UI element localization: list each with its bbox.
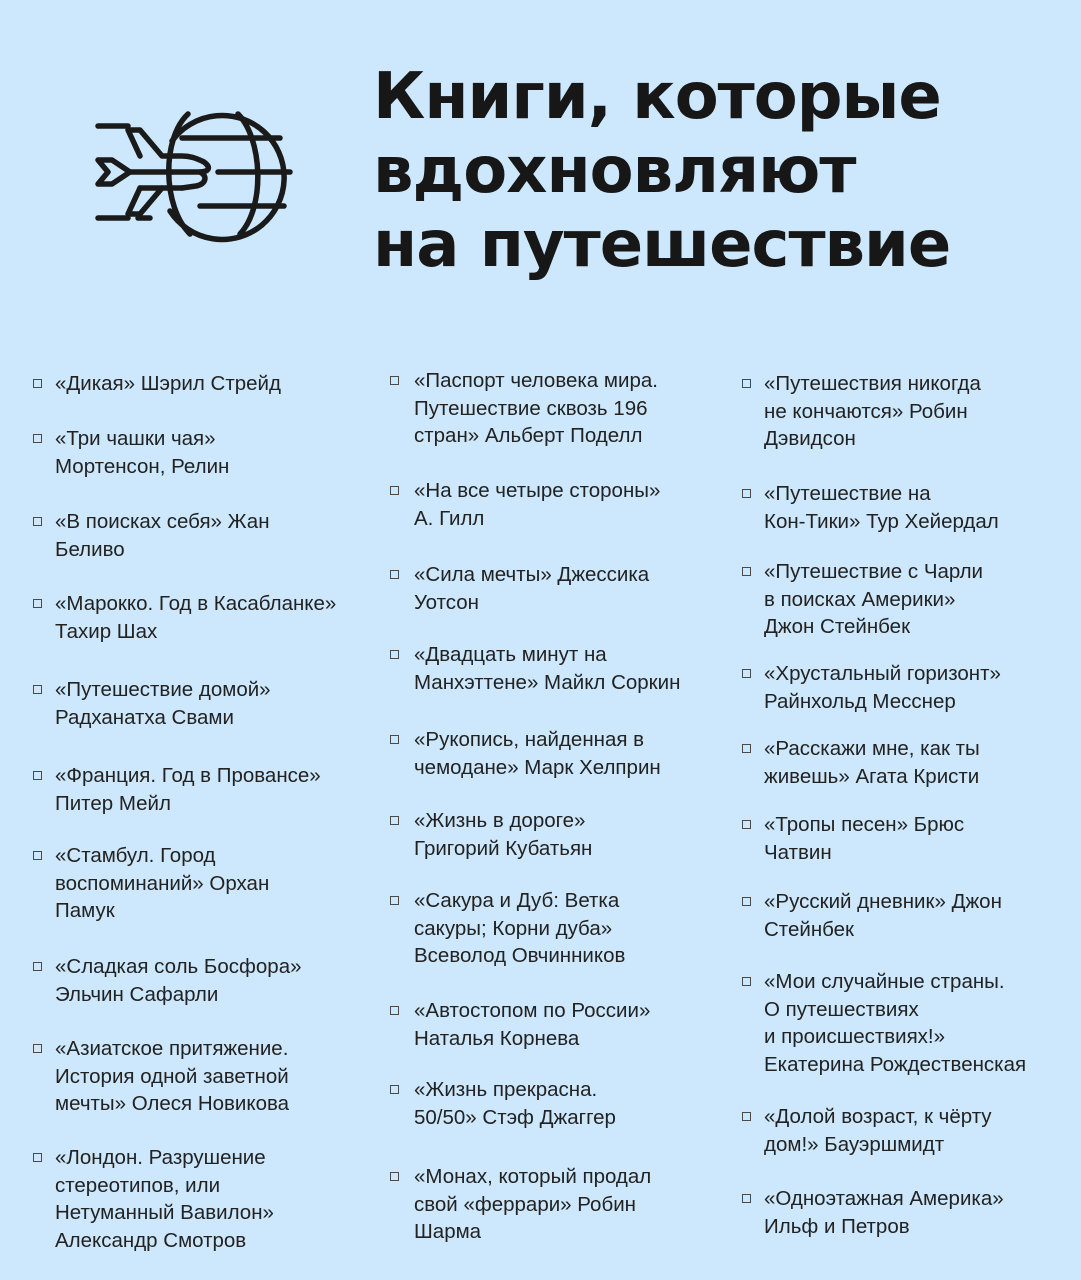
book-entry-text: «В поисках себя» Жан Беливо <box>55 510 270 561</box>
checkbox-icon[interactable] <box>390 650 399 659</box>
checkbox-icon[interactable] <box>33 1153 42 1162</box>
book-entry-text: «Одноэтажная Америка» Ильф и Петров <box>764 1187 1004 1238</box>
book-entry-text: «Стамбул. Город воспоминаний» Орхан Памук <box>55 844 270 922</box>
book-entry-text: «Франция. Год в Провансе» Питер Мейл <box>55 764 321 815</box>
checkbox-icon[interactable] <box>742 489 751 498</box>
checkbox-icon[interactable] <box>390 1172 399 1181</box>
checkbox-icon[interactable] <box>742 1112 751 1121</box>
book-entry-text: «Автостопом по России» Наталья Корнева <box>414 999 651 1050</box>
book-entry-text: «Тропы песен» Брюс Чатвин <box>764 813 965 864</box>
book-entry-text: «Три чашки чая» Мортенсон, Релин <box>55 427 230 478</box>
checkbox-icon[interactable] <box>742 744 751 753</box>
book-entry-text: «Сила мечты» Джессика Уотсон <box>414 563 650 614</box>
checkbox-icon[interactable] <box>742 897 751 906</box>
book-entry-text: «Русский дневник» Джон Стейнбек <box>764 890 1002 941</box>
book-entry-text: «Сакура и Дуб: Ветка сакуры; Корни дуба» Всеволод Овчинников <box>414 889 626 967</box>
book-entry-text: «Рукопись, найденная в чемодане» Марк Хелприн <box>414 728 661 779</box>
book-entry-text: «Хрустальный горизонт» Райнхольд Месснер <box>764 662 1001 713</box>
book-entry-text: «Дикая» Шэрил Стрейд <box>55 372 281 395</box>
checkbox-icon[interactable] <box>390 570 399 579</box>
checkbox-icon[interactable] <box>33 685 42 694</box>
book-entry-text: «Жизнь в дороге» Григорий Кубатьян <box>414 809 593 860</box>
checkbox-icon[interactable] <box>742 1194 751 1203</box>
book-entry-text: «Мои случайные страны. О путешествиях и происшествиях!» Екатерина Рождественская <box>764 970 1027 1076</box>
book-entry-text: «Двадцать минут на Манхэттене» Майкл Соркин <box>414 643 681 694</box>
title-line-3: на путешествие <box>373 208 951 282</box>
checkbox-icon[interactable] <box>390 735 399 744</box>
book-entry-text: «Монах, который продал свой «феррари» Робин Шарма <box>414 1165 652 1243</box>
checkbox-icon[interactable] <box>33 379 42 388</box>
airplane-globe-icon <box>90 96 295 251</box>
checkbox-icon[interactable] <box>33 434 42 443</box>
checkbox-icon[interactable] <box>742 567 751 576</box>
checkbox-icon[interactable] <box>33 1044 42 1053</box>
checkbox-icon[interactable] <box>390 1006 399 1015</box>
checkbox-icon[interactable] <box>390 896 399 905</box>
book-entry-text: «Путешествия никогда не кончаются» Робин Дэвидсон <box>764 372 981 450</box>
checkbox-icon[interactable] <box>742 379 751 388</box>
checkbox-icon[interactable] <box>742 820 751 829</box>
book-entry-text: «Расскажи мне, как ты живешь» Агата Кристи <box>764 737 980 788</box>
checkbox-icon[interactable] <box>742 669 751 678</box>
checkbox-icon[interactable] <box>390 486 399 495</box>
book-entry-text: «Азиатское притяжение. История одной заветной мечты» Олеся Новикова <box>55 1037 290 1115</box>
title-line-2: вдохновляют <box>373 134 856 208</box>
checkbox-icon[interactable] <box>390 1085 399 1094</box>
checkbox-icon[interactable] <box>390 816 399 825</box>
checkbox-icon[interactable] <box>33 599 42 608</box>
book-entry-text: «На все четыре стороны» А. Гилл <box>414 479 661 530</box>
book-entry-text: «Путешествие домой» Радханатха Свами <box>55 678 271 729</box>
book-entry-text: «Паспорт человека мира. Путешествие сквозь 196 стран» Альберт Поделл <box>414 369 658 447</box>
checkbox-icon[interactable] <box>33 851 42 860</box>
title-line-1: Книги, которые <box>373 60 941 134</box>
checkbox-icon[interactable] <box>33 771 42 780</box>
book-entry-text: «Путешествие на Кон-Тики» Тур Хейердал <box>764 482 999 533</box>
book-entry-text: «Жизнь прекрасна. 50/50» Стэф Джаггер <box>414 1078 616 1129</box>
book-entry-text: «Марокко. Год в Касабланке» Тахир Шах <box>55 592 337 643</box>
book-entry-text: «Сладкая соль Босфора» Эльчин Сафарли <box>55 955 302 1006</box>
book-entry-text: «Долой возраст, к чёрту дом!» Бауэршмидт <box>764 1105 992 1156</box>
book-entry-text: «Лондон. Разрушение стереотипов, или Нетуманный Вавилон» Александр Смотров <box>55 1146 274 1252</box>
book-entry-text: «Путешествие с Чарли в поисках Америки» Джон Стейнбек <box>764 560 983 638</box>
checkbox-icon[interactable] <box>742 977 751 986</box>
checkbox-icon[interactable] <box>390 376 399 385</box>
page-title <box>373 60 950 282</box>
checkbox-icon[interactable] <box>33 962 42 971</box>
checkbox-icon[interactable] <box>33 517 42 526</box>
